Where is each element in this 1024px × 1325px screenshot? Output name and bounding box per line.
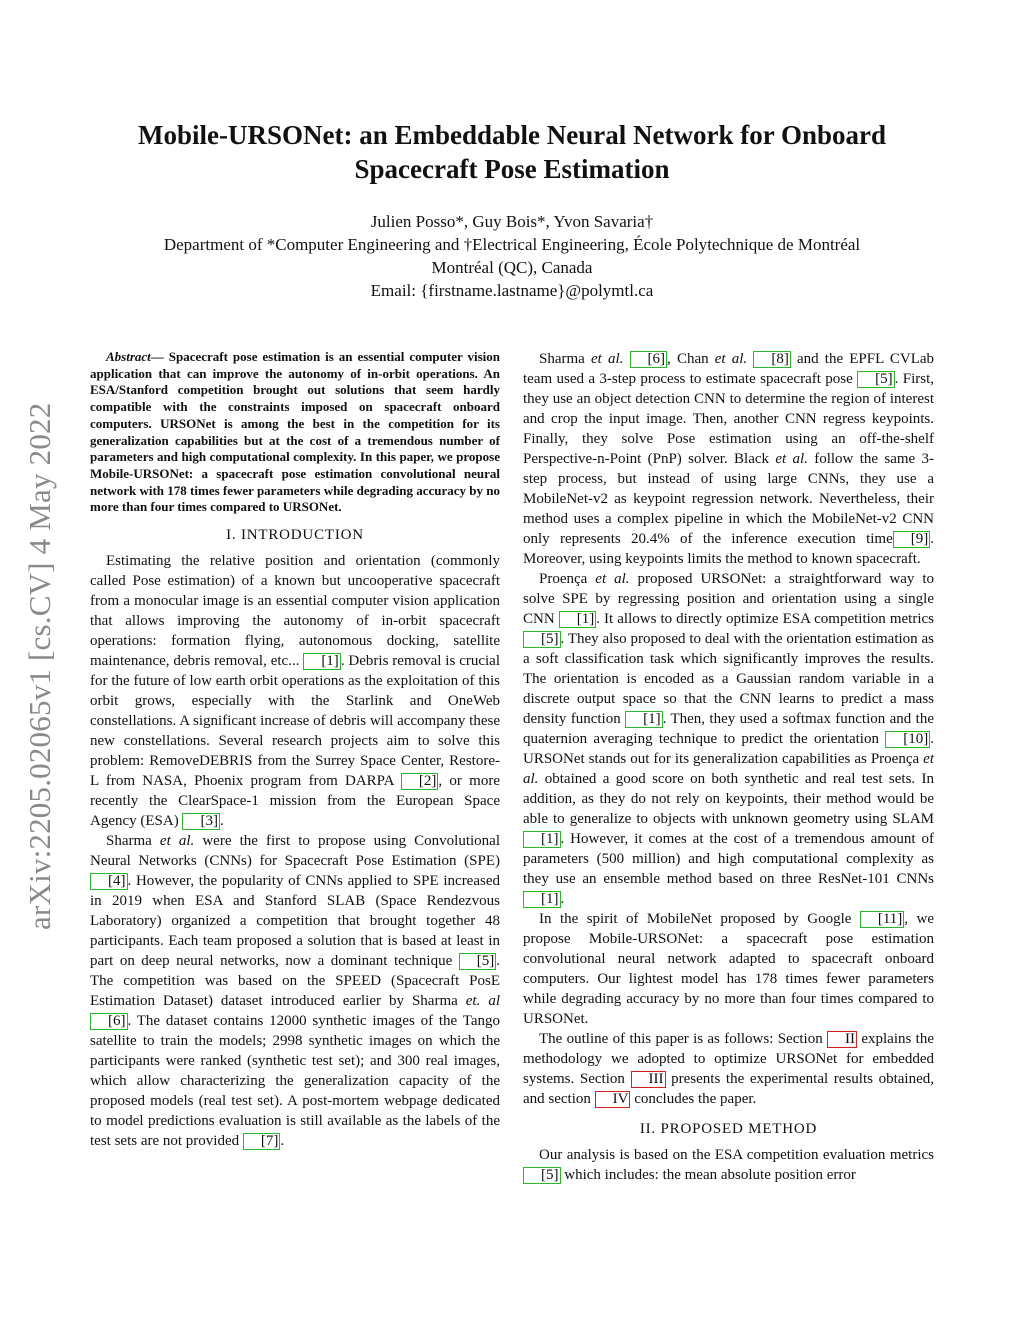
abstract-text: — Spacecraft pose estimation is an essential computer vision application that can improve the autonomy of in-orbit operations. An ESA/Stanford competition brought out solutions that seem hardly compatible with the constraints imposed on spacecraft onboard computers. URSONet is among the best in the competition for its generalization capabilities but at the cost of a tremendous number of parameters and high computational complexity. In this paper, we propose Mobile-URSONet: a spacecraft pose estimation convolutional neural network with 178 times fewer parameters while degrading accuracy by no more than four times compared to URSONet. xyxy=(90,349,500,515)
citation-link[interactable]: [1] xyxy=(303,653,341,670)
citation-link[interactable]: [3] xyxy=(182,813,220,830)
author-block xyxy=(80,210,944,302)
citation-link[interactable]: [4] xyxy=(90,873,128,890)
section-link[interactable]: IV xyxy=(595,1091,631,1108)
email: Email: {firstname.lastname}@polymtl.ca xyxy=(370,281,654,300)
title-line-2: Spacecraft Pose Estimation xyxy=(354,154,670,184)
citation-link[interactable]: [8] xyxy=(753,351,791,368)
citation-link[interactable]: [10] xyxy=(885,731,930,748)
section-heading-proposed-method: II. PROPOSED METHOD xyxy=(639,1121,818,1137)
section-link[interactable]: II xyxy=(827,1031,857,1048)
section-heading-introduction: I. INTRODUCTION xyxy=(226,527,364,544)
arxiv-identifier: arXiv:2205.02065v1 [cs.CV] 4 May 2022 xyxy=(22,402,57,930)
citation-link[interactable]: [7] xyxy=(243,1133,281,1150)
affiliation: Department of *Computer Engineering and †Electrical Engineering, École Polytechnique de Montréal xyxy=(163,235,861,254)
citation-link[interactable]: [5] xyxy=(459,953,497,970)
citation-link[interactable]: [1] xyxy=(523,891,561,908)
citation-link[interactable]: [1] xyxy=(523,831,561,848)
paragraph: In the spirit of MobileNet proposed by Google [11] , we propose Mobile-URSONet: a spacecraft pose estimation convolutional neural network adapted to spacecraft onboard computers. Our lightest model has 178 times fewer parameters while degrading accuracy by no more than four times compared to URSONet. xyxy=(523,911,934,1027)
citation-link[interactable]: [11] xyxy=(860,911,904,928)
paragraph: Sharma et al. were the first to propose using Convolutional Neural Networks (CNNs) for Spacecraft Pose Estimation (SPE) [4] . However, the popularity of CNNs applied to SPE increased in 2019 when ESA and Stanford SLAB (Space Rendezvous Laboratory) organized a competition that brought together 48 participants. Each team proposed a solution that is based at least in part on deep neural networks, now a dominant technique [5] . The competition was based on the SPEED (Spacecraft PosE Estimation Dataset) dataset introduced earlier by Sharma et. al [6] . The dataset contains 12000 synthetic images of the Tango satellite to train the models; 2998 synthetic images on which the participants were ranked (synthetic test set); and 300 real images, which allow characterizing the generalization capacity of the proposed models (real test set). A post-mortem webpage dedicated to model predictions evaluation is still available as the labels of the test sets are not provided [7] . xyxy=(90,833,500,1150)
author-names: Julien Posso*, Guy Bois*, Yvon Savaria† xyxy=(370,212,654,231)
citation-link[interactable]: [6] xyxy=(630,351,668,368)
citation-link[interactable]: [5] xyxy=(523,1167,561,1184)
left-column xyxy=(90,349,500,1151)
right-column xyxy=(523,349,934,1185)
paragraph: The outline of this paper is as follows: Section II explains the methodology we adopted to optimize URSONet for embedded systems. Section III presents the experimental results obtained, and section IV concludes the paper. xyxy=(523,1031,934,1107)
citation-link[interactable]: [2] xyxy=(401,773,439,790)
paragraph: Sharma et al. [6] , Chan et al. [8] and the EPFL CVLab team used a 3-step process to estimate spacecraft pose [5] . First, they use an object detection CNN to determine the region of interest and crop the input image. Then, another CNN regress keypoints. Finally, they solve Pose estimation using an off-the-shelf Perspective-n-Point (PnP) solver. Black et al. follow the same 3-step process, but instead of using large CNNs, they use a MobileNet-v2 as keypoint regression network. Nevertheless, their method uses a complex pipeline in which the MobileNet-v2 CNN only represents 20.4% of the inference execution time [9] . Moreover, using keypoints limits the method to known spacecraft. xyxy=(523,351,935,567)
citation-link[interactable]: [6] xyxy=(90,1013,128,1030)
paragraph: Our analysis is based on the ESA competition evaluation metrics [5] which includes: the mean absolute position error xyxy=(523,1145,934,1185)
paragraph: Estimating the relative position and orientation (commonly called Pose estimation) of a known but uncooperative spacecraft from a monocular image is an essential computer vision application that allows improving the autonomy of in-orbit spacecraft operations: formation flying, autonomous docking, satellite maintenance, debris removal, etc... [1] . Debris removal is crucial for the future of low earth orbit operations as the exploitation of this orbit grows, especially with the Starlink and OneWeb constellations. A significant increase of debris will accompany these new constellations. Several research projects aim to solve this problem: RemoveDEBRIS from the Surrey Space Center, Restore-L from NASA, Phoenix program from DARPA [2] , or more recently the ClearSpace-1 mission from the European Space Agency (ESA) [3] . xyxy=(90,553,500,830)
title-line-1: Mobile-URSONet: an Embeddable Neural Network for Onboard xyxy=(138,120,886,150)
citation-link[interactable]: [5] xyxy=(857,371,895,388)
paper-title xyxy=(80,118,944,186)
citation-link[interactable]: [9] xyxy=(893,531,931,548)
citation-link[interactable]: [1] xyxy=(625,711,663,728)
abstract xyxy=(90,349,500,516)
location: Montréal (QC), Canada xyxy=(431,258,593,277)
abstract-label: Abstract xyxy=(106,349,151,364)
citation-link[interactable]: [5] xyxy=(523,631,561,648)
section-link[interactable]: III xyxy=(631,1071,666,1088)
paragraph: Proença et al. proposed URSONet: a straightforward way to solve SPE by regressing position and orientation using a single CNN [1] . It allows to directly optimize ESA competition metrics [5] . They also proposed to deal with the orientation estimation as a soft classification task which significantly improves the results. The orientation is encoded as a Gaussian random variable in a discrete output space so that the CNN learns to predict a mass density function [1] . Then, they used a softmax function and the quaternion averaging technique to predict the orientation [10] . URSONet stands out for its generalization capabilities as Proença et al. obtained a good score on both synthetic and real test sets. In addition, as they do not rely on keypoints, their method would be able to generalize to objects with unknown geometry using SLAM [1] . However, it comes at the cost of a tremendous amount of parameters (500 million) and high computational complexity as they use an ensemble method based on three ResNet-101 CNNs [1] . xyxy=(523,571,935,907)
citation-link[interactable]: [1] xyxy=(559,611,597,628)
